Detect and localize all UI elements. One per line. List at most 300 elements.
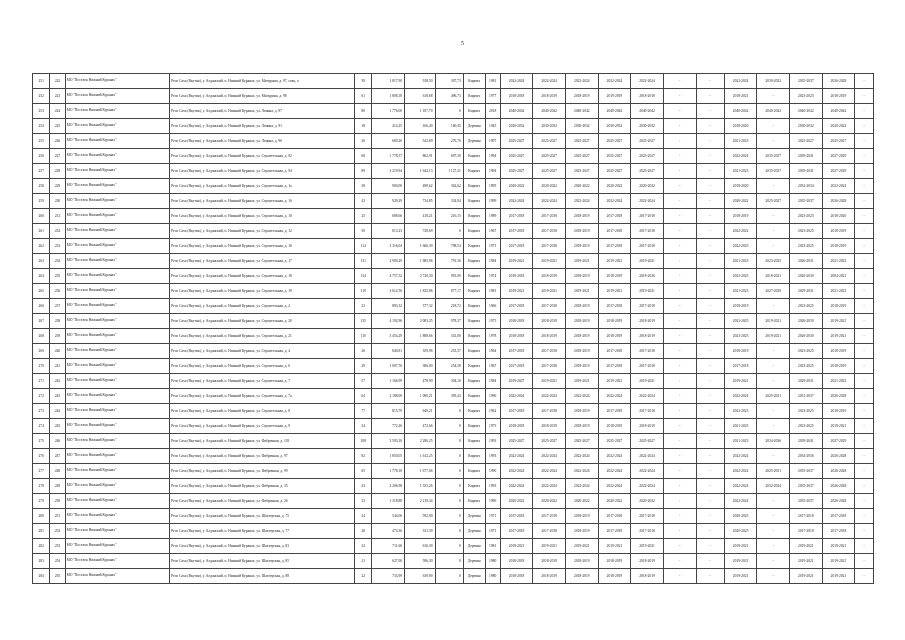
repair-period: 2019-2021 — [724, 539, 757, 554]
repair-period: 2023-2025 — [790, 419, 823, 434]
total-area: 1 817,90 — [372, 74, 405, 89]
repair-period: 2031-2037 — [790, 389, 823, 404]
repair-period: 2018-2019 — [598, 554, 631, 569]
residential-area: 616,30 — [405, 539, 435, 554]
other-area: 362,62 — [435, 179, 463, 194]
row-number: 253 — [33, 104, 50, 119]
other-area: 307,73 — [435, 74, 463, 89]
row-number: 254 — [33, 119, 50, 134]
address: Респ Саха (Якутия), у. Алданский, п. Нижний Куранах, ул. Строительная, д. 19 — [170, 284, 355, 299]
repair-period: 2026-2030 — [790, 314, 823, 329]
repair-period: 2022-2024 — [533, 74, 566, 89]
table-row — [33, 389, 874, 404]
address: Респ Саха (Якутия), у. Алданский, п. Нижний Куранах, ул. Строительная, д. 7 — [170, 374, 355, 389]
municipality: МО "Поселок Нижний Куранах" — [65, 299, 169, 314]
repair-period: 2021-2023 — [822, 284, 855, 299]
wall-material: Деревян — [463, 539, 485, 554]
flats-count: 23 — [355, 299, 372, 314]
row-number: 252 — [33, 89, 50, 104]
flats-count: 135 — [355, 314, 372, 329]
house-id: 225 — [50, 119, 65, 134]
total-area: 711,60 — [372, 539, 405, 554]
total-area: 1 776,00 — [372, 104, 405, 119]
flats-count: 43 — [355, 479, 372, 494]
repair-period: 2022-2024 — [500, 389, 533, 404]
repair-period: 2017-2018 — [500, 509, 533, 524]
repair-period: 2018-2018 — [500, 269, 533, 284]
repair-period: 2032-2034 — [790, 179, 823, 194]
repair-period: 2025-2027 — [757, 194, 790, 209]
total-area: 1 007,76 — [372, 359, 405, 374]
flats-count: 61 — [355, 89, 372, 104]
address: Респ Саха (Якутия), у. Алданский, п. Нижний Куранах, ул. Фабричная, д. 26 — [170, 494, 355, 509]
flats-count: 58 — [355, 74, 372, 89]
repair-period: 2019-2019 — [598, 89, 631, 104]
wall-material: Кирпич — [463, 434, 485, 449]
row-number: 284 — [33, 569, 50, 584]
repair-period: 2018-2019 — [533, 269, 566, 284]
municipality: МО "Поселок Нижний Куранах" — [65, 254, 169, 269]
last-column: - — [855, 449, 874, 464]
other-area: 877,17 — [435, 284, 463, 299]
residential-area: 862,91 — [405, 149, 435, 164]
row-number: 280 — [33, 509, 50, 524]
repair-period: 2030-2032 — [566, 119, 599, 134]
address: Респ Саха (Якутия), у. Алданский, п. Нижний Куранах, ул. Строительная, д. 9 — [170, 419, 355, 434]
table-row — [33, 404, 874, 419]
repair-period: 2017-2018 — [500, 239, 533, 254]
repair-period: 2017-2018 — [533, 344, 566, 359]
flats-count: 28 — [355, 524, 372, 539]
repair-period: - — [696, 209, 724, 224]
total-area: 3 593,10 — [372, 434, 405, 449]
residential-area: 618,68 — [405, 89, 435, 104]
repair-period: - — [663, 404, 696, 419]
residential-area: 377,32 — [405, 299, 435, 314]
repair-period: - — [696, 299, 724, 314]
repair-period: 2023-2025 — [757, 254, 790, 269]
wall-material: Кирпич — [463, 479, 485, 494]
municipality: МО "Поселок Нижний Куранах" — [65, 449, 169, 464]
repair-period: - — [696, 554, 724, 569]
repair-period: 2018-2019 — [533, 419, 566, 434]
wall-material: Кирпич — [463, 329, 485, 344]
row-number: 264 — [33, 269, 50, 284]
repair-period: 2021-2023 — [822, 254, 855, 269]
last-column: - — [855, 344, 874, 359]
repair-period: 2017-2018 — [598, 224, 631, 239]
wall-material: Деревян — [463, 524, 485, 539]
repair-period: - — [696, 524, 724, 539]
total-area: 2 909,29 — [372, 254, 405, 269]
build-year: 1974 — [485, 269, 500, 284]
last-column: - — [855, 524, 874, 539]
repair-period: - — [696, 269, 724, 284]
repair-period: 2017-2018 — [533, 299, 566, 314]
repair-period: - — [663, 494, 696, 509]
repair-period: 2025-2027 — [566, 149, 599, 164]
repair-period: 2017-2018 — [598, 239, 631, 254]
repair-period: 2018-2019 — [566, 239, 599, 254]
municipality: МО "Поселок Нижний Куранах" — [65, 569, 169, 584]
repair-period: 2022-2024 — [724, 389, 757, 404]
repair-period: 2029-2031 — [790, 284, 823, 299]
repair-period: - — [663, 509, 696, 524]
house-id: 254 — [50, 554, 65, 569]
repair-period: 2022-2024 — [566, 389, 599, 404]
repair-period: 2027-2029 — [822, 164, 855, 179]
other-area: 0 — [435, 509, 463, 524]
repair-period: 2035-2037 — [790, 194, 823, 209]
wall-material: Кирпич — [463, 104, 485, 119]
repair-period: 2030-2032 — [757, 74, 790, 89]
last-column: - — [855, 389, 874, 404]
repair-period: 2023-2025 — [790, 209, 823, 224]
repair-period: 2017-2018 — [631, 344, 664, 359]
repair-period: 2018-2019 — [724, 209, 757, 224]
repair-period: - — [663, 104, 696, 119]
repair-period: 2022-2024 — [598, 194, 631, 209]
wall-material: Кирпич — [463, 74, 485, 89]
repair-period: 2019-2021 — [790, 539, 823, 554]
repair-period: 2019-2021 — [566, 374, 599, 389]
wall-material: Кирпич — [463, 149, 485, 164]
house-id: 247 — [50, 449, 65, 464]
address: Респ Саха (Якутия), у. Алданский, п. Нижний Куранах, ул. Мичурина, д. 98 — [170, 89, 355, 104]
repair-period: - — [696, 389, 724, 404]
repair-period: - — [757, 524, 790, 539]
repair-period: 2021-2023 — [724, 434, 757, 449]
wall-material: Кирпич — [463, 344, 485, 359]
repair-period: 2022-2024 — [598, 464, 631, 479]
flats-count: 131 — [355, 254, 372, 269]
address: Респ Саха (Якутия), у. Алданский, п. Нижний Куранах, ул. Строительная, д. 94 — [170, 164, 355, 179]
repair-period: 2017-2018 — [598, 404, 631, 419]
table-row — [33, 569, 874, 584]
other-area: 791,36 — [435, 254, 463, 269]
row-number: 270 — [33, 359, 50, 374]
build-year: 1973 — [485, 419, 500, 434]
house-id: 243 — [50, 389, 65, 404]
house-id: 230 — [50, 194, 65, 209]
repair-period: 2018-2026 — [631, 269, 664, 284]
repair-period: 2018-2019 — [631, 329, 664, 344]
repair-period: 2017-2018 — [790, 524, 823, 539]
repair-period: 2017-2018 — [533, 209, 566, 224]
address: Респ Саха (Якутия), у. Алданский, п. Нижний Куранах, ул. Ленина, д. 91 — [170, 119, 355, 134]
other-area: 0 — [435, 539, 463, 554]
repair-period: 2025-2027 — [598, 164, 631, 179]
table-row — [33, 269, 874, 284]
row-number: 272 — [33, 389, 50, 404]
municipality: МО "Поселок Нижний Куранах" — [65, 179, 169, 194]
last-column: - — [855, 554, 874, 569]
repair-period: 2020-2022 — [822, 119, 855, 134]
table-row — [33, 314, 874, 329]
repair-period: 2018-2019 — [533, 569, 566, 584]
repair-period: - — [663, 419, 696, 434]
wall-material: Кирпич — [463, 494, 485, 509]
repair-period: 2018-2019 — [822, 224, 855, 239]
repair-period: - — [663, 554, 696, 569]
other-area: 304,10 — [435, 374, 463, 389]
repair-period: 2017-2018 — [533, 359, 566, 374]
repair-period: 2018-2019 — [598, 419, 631, 434]
municipality: МО "Поселок Нижний Куранах" — [65, 524, 169, 539]
repair-period: - — [696, 359, 724, 374]
repair-period: 2040-2042 — [757, 104, 790, 119]
repair-period: 2022-2024 — [724, 149, 757, 164]
repair-period: 2022-2024 — [631, 194, 664, 209]
repair-period: 2019-2021 — [598, 254, 631, 269]
repair-period: 2025-2027 — [533, 434, 566, 449]
address: Респ Саха (Якутия), у. Алданский, п. Нижний Куранах, ул. Шахтерская, д. 77 — [170, 524, 355, 539]
row-number: 263 — [33, 254, 50, 269]
last-column: - — [855, 149, 874, 164]
repair-period: 2019-2021 — [598, 374, 631, 389]
repair-period: - — [757, 554, 790, 569]
residential-area: 542,69 — [405, 134, 435, 149]
build-year: 1975 — [485, 314, 500, 329]
table-row — [33, 224, 874, 239]
repair-period: 2018-2019 — [566, 269, 599, 284]
repair-period: 2030-2032 — [631, 119, 664, 134]
last-column: - — [855, 359, 874, 374]
residential-area: 1 666,39 — [405, 239, 435, 254]
repair-period: 2019-2021 — [533, 374, 566, 389]
flats-count: 65 — [355, 464, 372, 479]
repair-period: 2025-2027 — [631, 164, 664, 179]
repair-period: 2018-2019 — [566, 299, 599, 314]
repair-period: - — [663, 539, 696, 554]
build-year: 1999 — [485, 194, 500, 209]
total-area: 1 318,88 — [372, 494, 405, 509]
table-row — [33, 374, 874, 389]
repair-period: 2025-2027 — [598, 134, 631, 149]
wall-material: Кирпич — [463, 419, 485, 434]
repair-period: - — [696, 164, 724, 179]
last-column: - — [855, 569, 874, 584]
build-year: 1964 — [485, 344, 500, 359]
repair-period: - — [663, 224, 696, 239]
housing-registry-table — [32, 73, 874, 584]
total-area: 813,23 — [372, 224, 405, 239]
address: Респ Саха (Якутия), у. Алданский, п. Нижний Куранах, ул. Шахтерская, д. 85 — [170, 554, 355, 569]
other-area: 1 127,21 — [435, 164, 463, 179]
last-column: - — [855, 269, 874, 284]
build-year: 1981 — [485, 74, 500, 89]
repair-period: 2022-2024 — [631, 479, 664, 494]
flats-count: 110 — [355, 329, 372, 344]
page-number: 5 — [461, 41, 464, 47]
table-row — [33, 284, 874, 299]
house-id: 242 — [50, 374, 65, 389]
municipality: МО "Поселок Нижний Куранах" — [65, 434, 169, 449]
last-column: - — [855, 314, 874, 329]
repair-period: 2025-2027 — [566, 164, 599, 179]
repair-period: - — [663, 524, 696, 539]
repair-period: 2025-2027 — [598, 434, 631, 449]
total-area: 772,26 — [372, 419, 405, 434]
house-id: 253 — [50, 539, 65, 554]
other-area: 0 — [435, 404, 463, 419]
last-column: - — [855, 89, 874, 104]
address: Респ Саха (Якутия), у. Алданский, п. Нижний Куранах, ул. Ленина, д. 97 — [170, 104, 355, 119]
flats-count: 38 — [355, 179, 372, 194]
repair-period: 2022-2025 — [724, 239, 757, 254]
repair-period: 2030-2032 — [790, 119, 823, 134]
repair-period: 2040-2042 — [724, 104, 757, 119]
address: Респ Саха (Якутия), у. Алданский, п. Нижний Куранах, ул. Строительная, д. 10 — [170, 209, 355, 224]
address: Респ Саха (Якутия), у. Алданский, п. Нижний Куранах, ул. Шахтерская, д. 83 — [170, 539, 355, 554]
build-year: 1977 — [485, 89, 500, 104]
repair-period: 2017-2018 — [631, 524, 664, 539]
repair-period: 2017-2018 — [631, 359, 664, 374]
repair-period: 2018-2019 — [631, 314, 664, 329]
repair-period: 2023-2025 — [790, 239, 823, 254]
repair-period: - — [757, 134, 790, 149]
repair-period: 2017-2018 — [500, 224, 533, 239]
residential-area: 1 090,21 — [405, 389, 435, 404]
municipality: МО "Поселок Нижний Куранах" — [65, 239, 169, 254]
house-id: 239 — [50, 329, 65, 344]
repair-period: - — [663, 239, 696, 254]
other-area: 0 — [435, 224, 463, 239]
repair-period: 2018-2019 — [724, 344, 757, 359]
repair-period: 2025-2031 — [757, 464, 790, 479]
repair-period: - — [663, 284, 696, 299]
repair-period: 2026-2028 — [822, 74, 855, 89]
repair-period: 2019-2021 — [757, 329, 790, 344]
repair-period: - — [757, 344, 790, 359]
house-id: 251 — [50, 509, 65, 524]
repair-period: 2019-2021 — [822, 569, 855, 584]
municipality: МО "Поселок Нижний Куранах" — [65, 194, 169, 209]
last-column: - — [855, 179, 874, 194]
repair-period: 2019-2021 — [500, 254, 533, 269]
municipality: МО "Поселок Нижний Куранах" — [65, 479, 169, 494]
table-row — [33, 104, 874, 119]
total-area: 1 166,99 — [372, 374, 405, 389]
repair-period: 2018-2019 — [566, 359, 599, 374]
repair-period: 2018-2021 — [757, 269, 790, 284]
repair-period: - — [696, 404, 724, 419]
repair-period: 2023-2025 — [790, 89, 823, 104]
repair-period: 2022-2024 — [533, 389, 566, 404]
other-area: 334,94 — [435, 194, 463, 209]
repair-period: - — [663, 434, 696, 449]
row-number: 271 — [33, 374, 50, 389]
flats-count: 77 — [355, 404, 372, 419]
other-area: 697,30 — [435, 149, 463, 164]
repair-period: 2017-2018 — [631, 224, 664, 239]
repair-period: 2017-2018 — [790, 509, 823, 524]
row-number: 257 — [33, 164, 50, 179]
repair-period: - — [696, 374, 724, 389]
row-number: 277 — [33, 464, 50, 479]
other-area: 0 — [435, 494, 463, 509]
repair-period: 2018-2019 — [566, 554, 599, 569]
repair-period: 2017-2018 — [822, 524, 855, 539]
wall-material: Кирпич — [463, 449, 485, 464]
last-column: - — [855, 419, 874, 434]
repair-period: 2018-2019 — [598, 269, 631, 284]
repair-period: 2029-2031 — [790, 374, 823, 389]
table-row — [33, 134, 874, 149]
build-year: 1990 — [485, 464, 500, 479]
other-area: 395,43 — [435, 389, 463, 404]
repair-period: - — [757, 239, 790, 254]
municipality: МО "Поселок Нижний Куранах" — [65, 164, 169, 179]
row-number: 279 — [33, 494, 50, 509]
address: Респ Саха (Якутия), у. Алданский, п. Нижний Куранах, ул. Строительная, д. 2 — [170, 299, 355, 314]
build-year: 1981 — [485, 539, 500, 554]
repair-period: 2019-2027 — [500, 374, 533, 389]
house-id: 241 — [50, 359, 65, 374]
repair-period: 2018-2019 — [566, 329, 599, 344]
other-area: 496,73 — [435, 89, 463, 104]
table-row — [33, 494, 874, 509]
repair-period: 2026-2028 — [822, 194, 855, 209]
repair-period: 2022-2024 — [724, 494, 757, 509]
total-area: 733,99 — [372, 569, 405, 584]
repair-period: 2017-2018 — [598, 209, 631, 224]
municipality: МО "Поселок Нижний Куранах" — [65, 329, 169, 344]
last-column: - — [855, 494, 874, 509]
house-id: 250 — [50, 494, 65, 509]
municipality: МО "Поселок Нижний Куранах" — [65, 464, 169, 479]
repair-period: 2022-2024 — [724, 464, 757, 479]
house-id: 255 — [50, 569, 65, 584]
repair-period: 2025-2027 — [566, 434, 599, 449]
repair-period: - — [696, 254, 724, 269]
repair-period: 2040-2042 — [631, 104, 664, 119]
total-area: 883,32 — [372, 299, 405, 314]
wall-material: Кирпич — [463, 224, 485, 239]
flats-count: 82 — [355, 449, 372, 464]
other-area: 991,00 — [435, 269, 463, 284]
repair-period: - — [757, 419, 790, 434]
flats-count: 57 — [355, 374, 372, 389]
build-year: 1971 — [485, 239, 500, 254]
address: Респ Саха (Якутия), у. Алданский, п. Нижний Куранах, ул. Фабричная, д. 97 — [170, 449, 355, 464]
repair-period: 2025-2027 — [500, 434, 533, 449]
residential-area: 1 685,96 — [405, 254, 435, 269]
flats-count: 68 — [355, 149, 372, 164]
repair-period: 2018-2019 — [822, 344, 855, 359]
address: Респ Саха (Якутия), у. Алданский, п. Нижний Куранах, ул. Фабричная, д. 99 — [170, 464, 355, 479]
repair-period: - — [663, 329, 696, 344]
wall-material: Кирпич — [463, 284, 485, 299]
repair-period: 2018-2018 — [500, 419, 533, 434]
table-row — [33, 209, 874, 224]
wall-material: Кирпич — [463, 389, 485, 404]
repair-period: 2019-2021 — [533, 539, 566, 554]
residential-area: 649,21 — [405, 404, 435, 419]
repair-period: 2025-2027 — [822, 134, 855, 149]
municipality: МО "Поселок Нижний Куранах" — [65, 104, 169, 119]
table-row — [33, 539, 874, 554]
repair-period: - — [696, 104, 724, 119]
repair-period: 2034-2036 — [790, 449, 823, 464]
flats-count: 22 — [355, 569, 372, 584]
repair-period: 2023-2025 — [790, 224, 823, 239]
table-row — [33, 419, 874, 434]
repair-period: 2021-2023 — [724, 284, 757, 299]
repair-period: 2019-2021 — [500, 284, 533, 299]
repair-period: 2022-2024 — [822, 179, 855, 194]
repair-period: 2022-2024 — [598, 479, 631, 494]
